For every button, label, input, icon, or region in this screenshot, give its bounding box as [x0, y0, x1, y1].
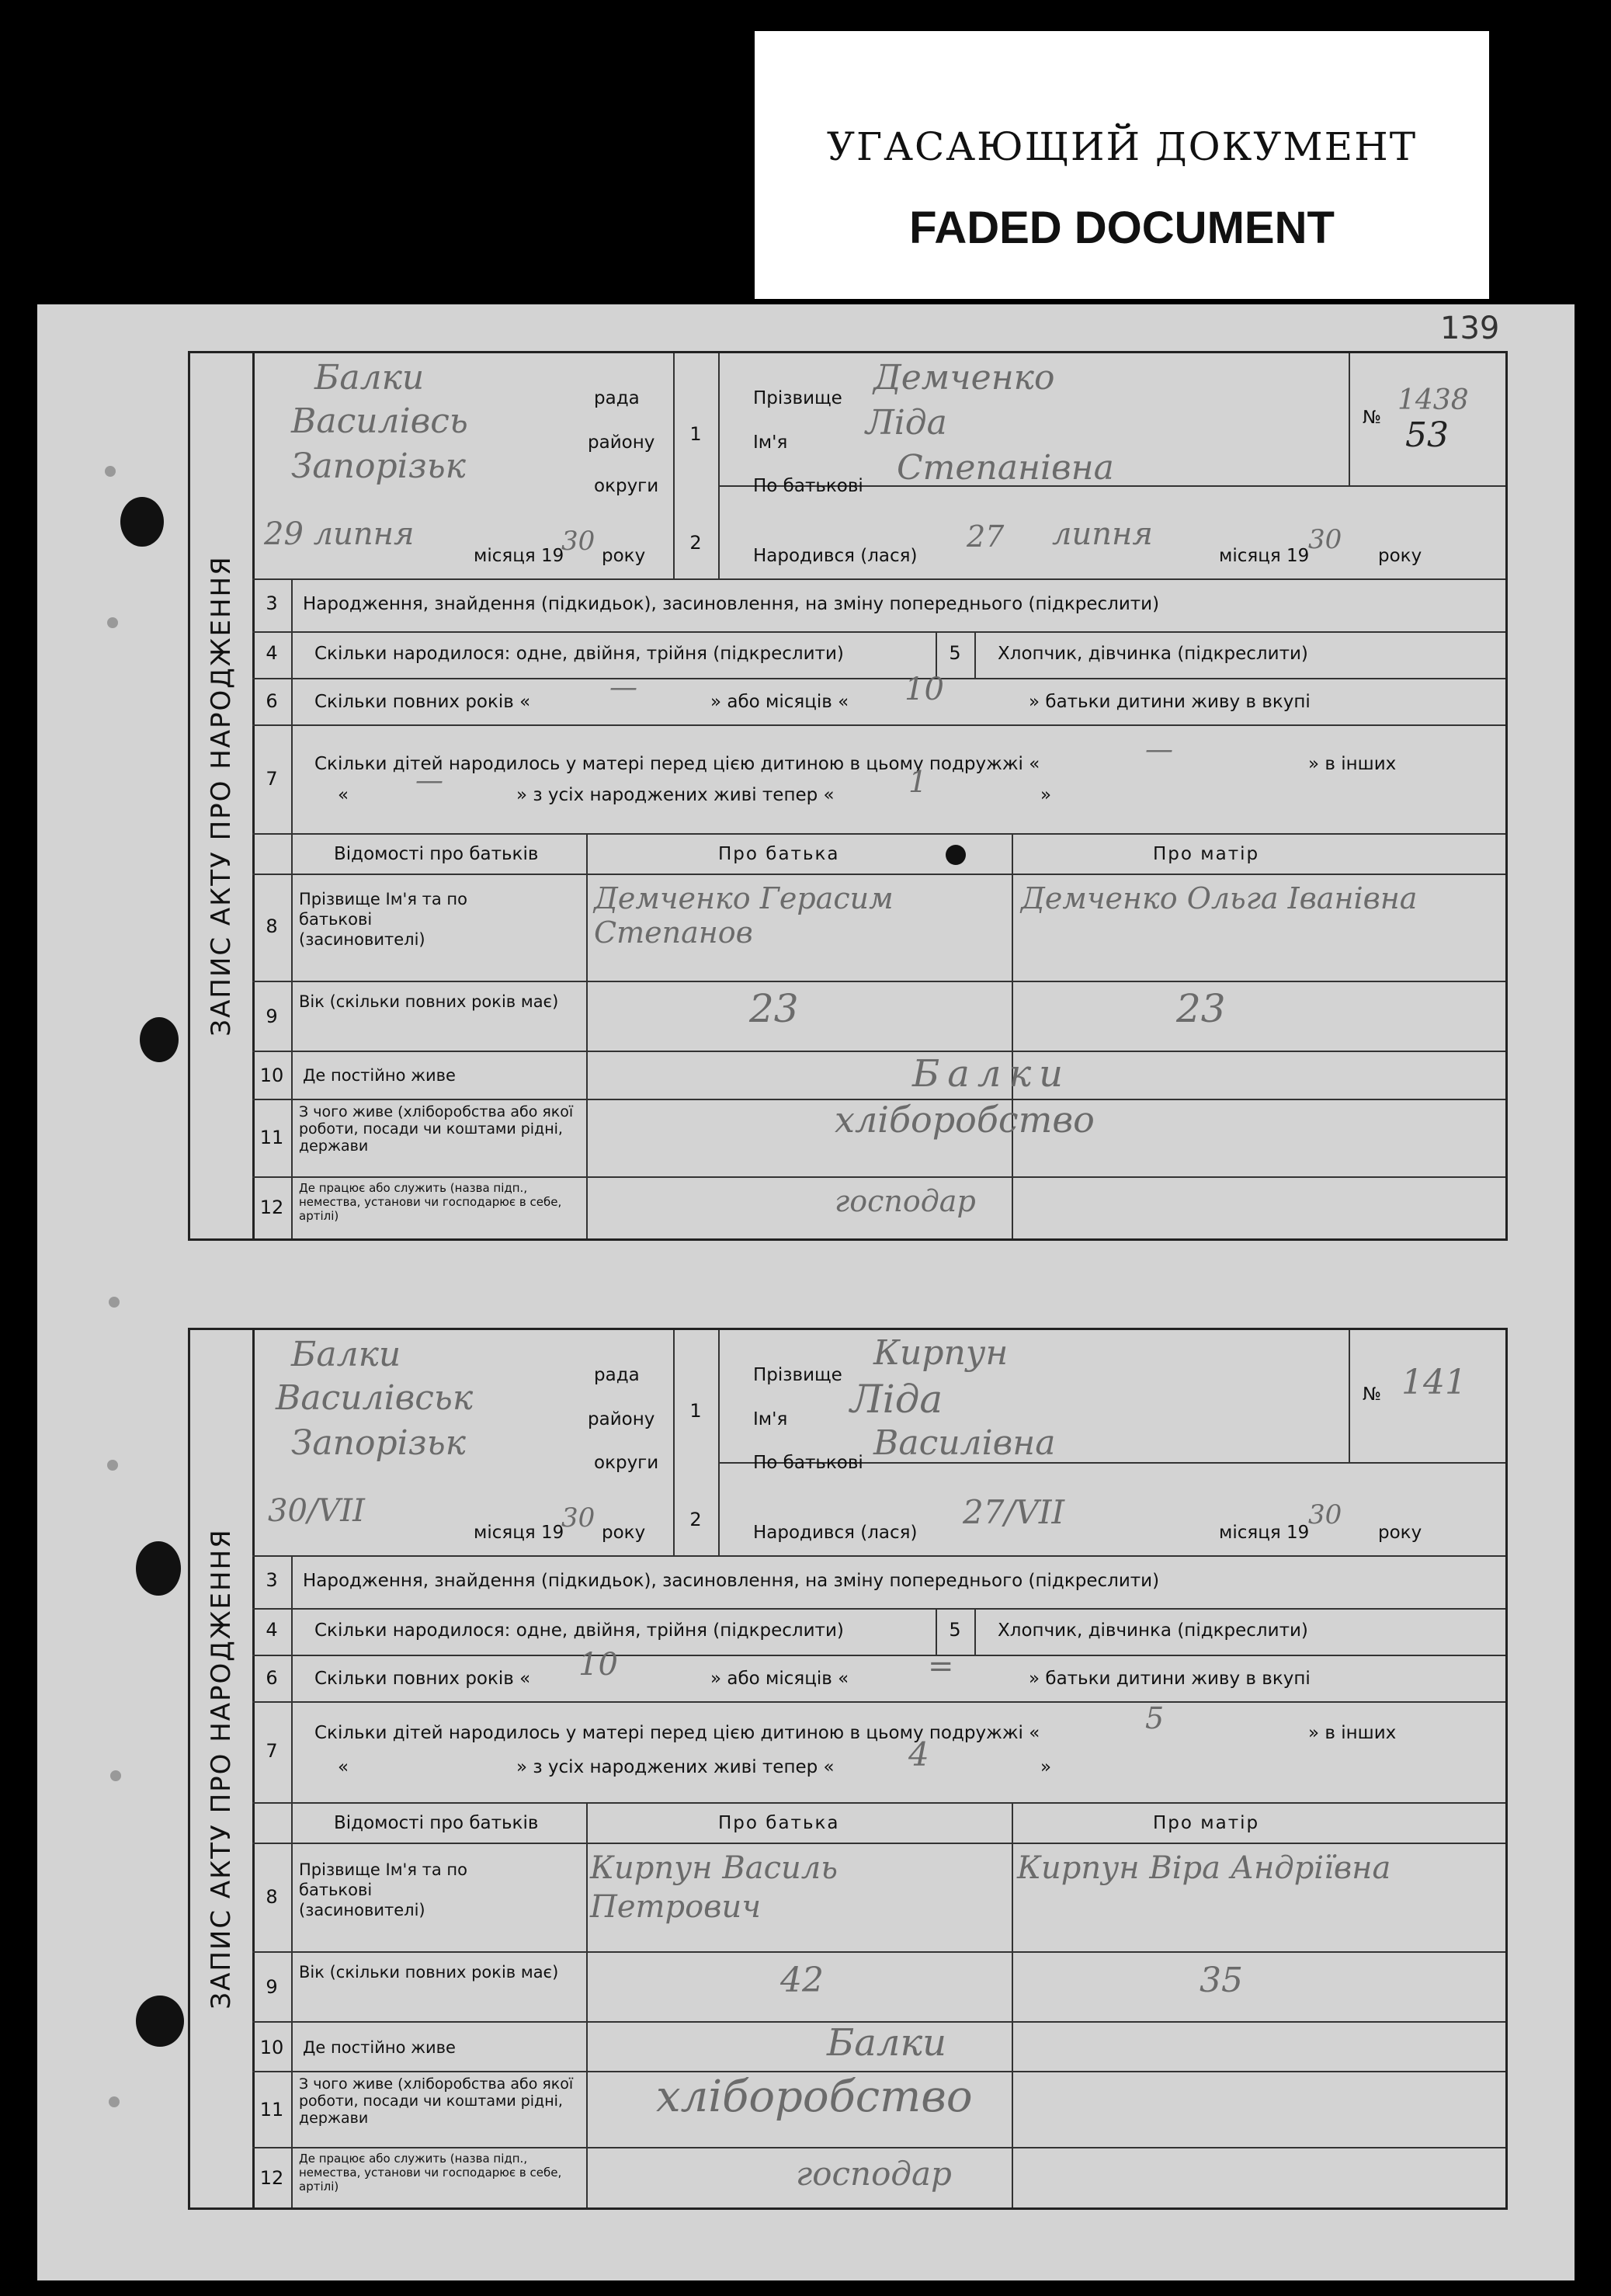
mother-name: Кирпун Віра Андріївна [1017, 1850, 1391, 1886]
born-year: 30 [1308, 1499, 1342, 1530]
father-age: 23 [749, 986, 799, 1031]
residence: Балки [912, 1052, 1071, 1096]
row7-label-a: Скільки дітей народилось у матері перед цією дитиною в цьому подружжі « [314, 1723, 1040, 1743]
faded-document-stamp [755, 31, 1489, 299]
row5-label: Хлопчик, дівчинка (підкреслити) [998, 1620, 1308, 1641]
reg-year-value: 30 [561, 526, 595, 557]
row11-label: З чого живе (хліборобства або якої роботи, посади чи коштами рідні, держави [299, 1103, 574, 1155]
paper-smudge [109, 1297, 120, 1308]
row7-label-d: » з усіх народжених живі тепер « [516, 1757, 835, 1777]
father-name: Демченко Герасим Степанов [594, 881, 894, 950]
row9-label: Вік (скільки повних років має) [299, 992, 559, 1011]
mother-header: Про матір [1153, 844, 1260, 864]
row9-label: Вік (скільки повних років має) [299, 1963, 559, 1982]
row12-label: Де працює або служить (назва підп., немества, установи чи господарює в себе, артілі) [299, 2152, 562, 2194]
record-number-alt: 53 [1405, 415, 1449, 455]
paper-smudge [107, 1460, 118, 1471]
father-age: 42 [780, 1961, 824, 2000]
row7-label-c: « [338, 785, 349, 805]
child-name: Ліда [866, 403, 947, 443]
birth-record-1: ЗАПИС АКТУ ПРО НАРОДЖЕННЯ Балки рада Василівсь району Запорізьк округи 29 липня місяця 19 30 року 1 2 Прізвище Демченко Ім'я Ліда По батькові Степанівна № 1438 53 Народився (лася) 27 липня місяця 19 30 року 3 Народження, знайдення (підкидьок), засиновлення, на зміну попереднього (підкреслити) 4 Скільки народилося: одне, двійня, трійня (підкреслити) 5 Хлопчик, дівчинка (підкреслити) 6 Скільки повних років « — » або місяців « 10 » батьки дитини живу в вкупі 7 Скільки дітей народилось у матері перед цією дитиною в цьому подружжі « — » в інших « — » з усіх народжених живі тепер « 1 » Відомості про батьків Про батька Про матір 8 Прізвище Ім'я та по батькові (засиновителі) Демченко Герасим Степанов Демченко Ольга Іванівна 9 Вік (скільки повних років має) 23 23 10 Де постійно живе Балки 11 З чого живе (хліборобства або якої роботи, посади чи коштами рідні, держави хліборобство 12 Де працює або служить (назва підп., немества, установи чи господарює в себе, артілі) господар [188, 351, 1508, 1241]
livelihood: хліборобство [656, 2072, 973, 2122]
row12-label: Де працює або служить (назва підп., немества, установи чи господарює в себе, артілі) [299, 1181, 562, 1223]
binder-hole [136, 1996, 184, 2047]
mother-age: 35 [1200, 1961, 1243, 2000]
parents-header: Відомості про батьків [334, 1813, 539, 1833]
roku-label: року [602, 1523, 646, 1543]
name-label: Ім'я [753, 1409, 788, 1429]
rada-label: рада [594, 1365, 640, 1385]
row7-label-b: » в інших [1308, 1723, 1397, 1743]
binder-hole [120, 497, 164, 547]
months-together: = [928, 1648, 954, 1684]
born-day: 27 [967, 519, 1005, 554]
rada-label: рада [594, 388, 640, 408]
raion-value: Василівсь [291, 401, 468, 441]
stamp-ru: УГАСАЮЩИЙ ДОКУМЕНТ [826, 124, 1418, 169]
okrug-label: округи [594, 1453, 659, 1473]
father-name: Кирпун Василь Петрович [590, 1850, 838, 1925]
record-side-title: ЗАПИС АКТУ ПРО НАРОДЖЕННЯ [190, 1330, 255, 2207]
name-label: Ім'я [753, 432, 788, 453]
raion-label: району [588, 432, 655, 453]
row7-label-b: » в інших [1308, 754, 1397, 774]
row7-label-a: Скільки дітей народилось у матері перед цією дитиною в цьому подружжі « [314, 754, 1040, 774]
number-label: № [1363, 1384, 1381, 1405]
rada-value: Балки [291, 1335, 401, 1374]
row8-label: Прізвище Ім'я та по батькові (засиновителі) [299, 890, 467, 949]
born-year: 30 [1308, 524, 1342, 555]
binder-hole [140, 1017, 179, 1062]
born-roku-label: року [1378, 1523, 1422, 1543]
surname-label: Прізвище [753, 388, 842, 408]
paper-smudge [105, 466, 116, 477]
row6-label-c: » батьки дитини живу в вкупі [1029, 1669, 1311, 1689]
row6-label-b: » або місяців « [710, 1669, 849, 1689]
row7-label-c: « [338, 1757, 349, 1777]
child-surname: Демченко [873, 358, 1055, 398]
parents-header: Відомості про батьків [334, 844, 539, 864]
row6-label-b: » або місяців « [710, 692, 849, 712]
born-label: Народився (лася) [753, 546, 918, 566]
mother-header: Про матір [1153, 1813, 1260, 1833]
reg-month-label: місяця 19 [474, 546, 564, 566]
birth-record-2: ЗАПИС АКТУ ПРО НАРОДЖЕННЯ Балки рада Василівськ району Запорізьк округи 30/VII місяця 19 30 року 1 2 Прізвище Кирпун Ім'я Ліда По батькові Василівна № 141 Народився (лася) 27/VII місяця 19 30 року 3 Народження, знайдення (підкидьок), засиновлення, на зміну попереднього (підкреслити) 4 Скільки народилося: одне, двійня, трійня (підкреслити) 5 Хлопчик, дівчинка (підкреслити) 6 Скільки повних років « 10 » або місяців « = » батьки дитини живу в вкупі 7 Скільки дітей народилось у матері перед цією дитиною в цьому подружжі « 5 » в інших « » з усіх народжених живі тепер « 4 » Відомості про батьків Про батька Про матір 8 Прізвище Ім'я та по батькові (засиновителі) Кирпун Василь Петрович Кирпун Віра Андріївна 9 Вік (скільки повних років має) 42 35 10 Де постійно живе Балки 11 З чого живе (хліборобства або якої роботи, посади чи коштами рідні, держави хліборобство 12 Де працює або служить (назва підп., немества, установи чи господарює в себе, артілі) господар [188, 1328, 1508, 2210]
record-number: 141 [1401, 1363, 1467, 1402]
paper-smudge [107, 617, 118, 628]
patronymic-label: По батькові [753, 1453, 863, 1473]
binder-hole [136, 1541, 181, 1596]
row4-label: Скільки народилося: одне, двійня, трійня (підкреслити) [314, 1620, 844, 1641]
born-month-label: місяця 19 [1219, 546, 1310, 566]
row7-label-e: » [1040, 785, 1052, 805]
row5-label: Хлопчик, дівчинка (підкреслити) [998, 644, 1308, 664]
father-header: Про батька [718, 1813, 840, 1833]
patronymic-label: По батькові [753, 476, 863, 496]
children-other: — [415, 765, 443, 797]
okrug-value: Запорізьк [291, 1423, 466, 1463]
born-label: Народився (лася) [753, 1523, 918, 1543]
row3-label: Народження, знайдення (підкидьок), засиновлення, на зміну попереднього (підкреслити) [303, 1571, 1160, 1591]
born-roku-label: року [1378, 546, 1422, 566]
reg-date-value: 29 липня [264, 516, 415, 552]
paper-smudge [110, 1770, 121, 1781]
row6-label-a: Скільки повних років « [314, 1669, 531, 1689]
roku-label: року [602, 546, 646, 566]
years-together: — [609, 672, 637, 703]
work: господар [835, 1184, 976, 1218]
okrug-label: округи [594, 476, 659, 496]
mother-name: Демченко Ольга Іванівна [1021, 881, 1418, 915]
row6-label-c: » батьки дитини живу в вкупі [1029, 692, 1311, 712]
livelihood: хліборобство [835, 1099, 1095, 1141]
children-before: — [1145, 734, 1173, 766]
father-header: Про батька [718, 844, 840, 864]
child-name: Ліда [850, 1377, 943, 1422]
rada-value: Балки [314, 358, 425, 398]
page-number: 139 [1440, 311, 1500, 346]
child-surname: Кирпун [873, 1333, 1009, 1373]
surname-label: Прізвище [753, 1365, 842, 1385]
months-together: 10 [904, 672, 944, 707]
work: господар [796, 2155, 952, 2193]
row4-label: Скільки народилося: одне, двійня, трійня (підкреслити) [314, 644, 844, 664]
stamp-en: FADED DOCUMENT [909, 203, 1335, 253]
number-label: № [1363, 408, 1381, 428]
row3-label: Народження, знайдення (підкидьок), засиновлення, на зміну попереднього (підкреслити) [303, 594, 1160, 614]
alive-now: 1 [908, 765, 928, 799]
child-patronymic: Степанівна [897, 448, 1114, 488]
children-before: 5 [1145, 1701, 1165, 1735]
born-month-label: місяця 19 [1219, 1523, 1310, 1543]
born-month: липня [1052, 516, 1153, 552]
reg-year-value: 30 [561, 1502, 595, 1534]
raion-value: Василівськ [276, 1378, 474, 1418]
okrug-value: Запорізьк [291, 446, 466, 486]
row11-label: З чого живе (хліборобства або якої роботи, посади чи коштами рідні, держави [299, 2075, 574, 2127]
record-side-title: ЗАПИС АКТУ ПРО НАРОДЖЕННЯ [190, 353, 255, 1238]
born-day: 27/VII [963, 1493, 1065, 1531]
child-patronymic: Василівна [873, 1423, 1056, 1463]
raion-label: району [588, 1409, 655, 1429]
row7-label-e: » [1040, 1757, 1052, 1777]
record-number: 1438 [1397, 384, 1469, 416]
row8-label: Прізвище Ім'я та по батькові (засиновителі) [299, 1860, 467, 1919]
row10-label: Де постійно живе [303, 2038, 456, 2057]
reg-date-value: 30/VII [268, 1493, 365, 1529]
residence: Балки [827, 2021, 947, 2065]
alive-now: 4 [908, 1735, 929, 1773]
reg-month-label: місяця 19 [474, 1523, 564, 1543]
years-together: 10 [578, 1647, 618, 1683]
paper-smudge [109, 2096, 120, 2107]
mother-age: 23 [1176, 986, 1226, 1031]
row10-label: Де постійно живе [303, 1066, 456, 1085]
row7-label-d: » з усіх народжених живі тепер « [516, 785, 835, 805]
row6-label-a: Скільки повних років « [314, 692, 531, 712]
